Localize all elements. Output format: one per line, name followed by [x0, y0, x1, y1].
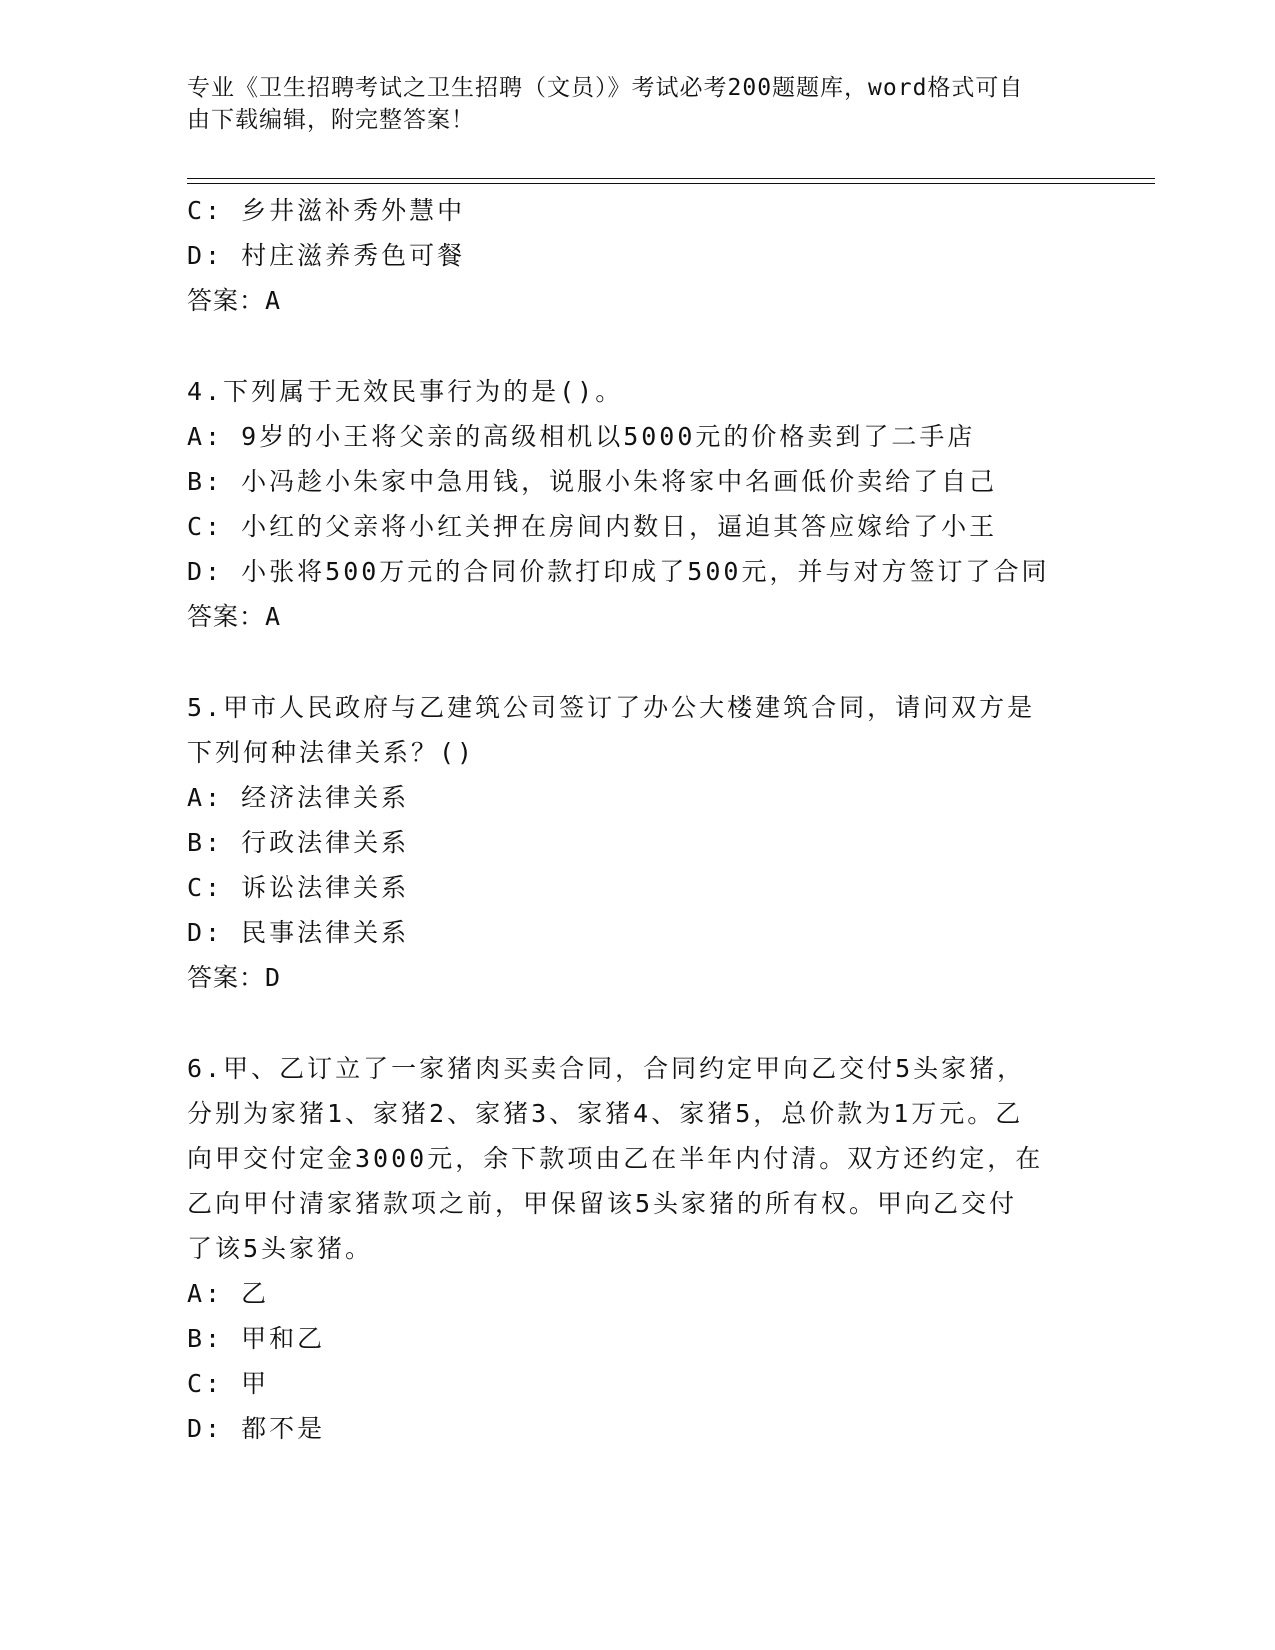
- q5-answer: 答案：D: [187, 963, 282, 992]
- q5-option-d: D: 民事法律关系: [187, 918, 410, 947]
- header-divider-top: [187, 178, 1155, 179]
- q6-stem-line-1: 6.甲、乙订立了一家猪肉买卖合同，合同约定甲向乙交付5头家猪，: [187, 1054, 1026, 1083]
- q6-option-c: C: 甲: [187, 1369, 270, 1398]
- document-header: [187, 72, 1067, 136]
- q6-stem-line-3: 向甲交付定金3000元，余下款项由乙在半年内付清。双方还约定，在: [187, 1144, 1044, 1173]
- q6-option-b: B: 甲和乙: [187, 1324, 326, 1353]
- q4-option-b: B: 小冯趁小朱家中急用钱，说服小朱将家中名画低价卖给了自己: [187, 467, 998, 496]
- q6-option-a: A: 乙: [187, 1279, 270, 1308]
- q5-option-a: A: 经济法律关系: [187, 783, 410, 812]
- q5-stem-line-1: 5.甲市人民政府与乙建筑公司签订了办公大楼建筑合同，请问双方是: [187, 693, 1036, 722]
- q4-option-a: A: 9岁的小王将父亲的高级相机以5000元的价格卖到了二手店: [187, 422, 976, 451]
- q3-option-d: D: 村庄滋养秀色可餐: [187, 241, 466, 270]
- q4-option-c: C: 小红的父亲将小红关押在房间内数日，逼迫其答应嫁给了小王: [187, 512, 998, 541]
- q4-stem: 4.下列属于无效民事行为的是()。: [187, 377, 624, 406]
- q6-option-d: D: 都不是: [187, 1414, 326, 1443]
- header-title-line-1: 专业《卫生招聘考试之卫生招聘（文员）》考试必考200题题库，word格式可自: [187, 75, 1024, 101]
- q5-option-b: B: 行政法律关系: [187, 828, 410, 857]
- q6-stem-line-4: 乙向甲付清家猪款项之前，甲保留该5头家猪的所有权。甲向乙交付: [187, 1189, 1018, 1218]
- q5-stem-line-2: 下列何种法律关系？(): [187, 738, 476, 767]
- q3-option-c: C: 乡井滋补秀外慧中: [187, 196, 466, 225]
- header-title-line-2: 由下载编辑，附完整答案！: [187, 107, 475, 133]
- q5-option-c: C: 诉讼法律关系: [187, 873, 410, 902]
- q6-stem-line-2: 分别为家猪1、家猪2、家猪3、家猪4、家猪5，总价款为1万元。乙: [187, 1099, 1024, 1128]
- q4-answer: 答案：A: [187, 602, 282, 631]
- q3-answer: 答案：A: [187, 286, 282, 315]
- q4-option-d: D: 小张将500万元的合同价款打印成了500元，并与对方签订了合同: [187, 557, 1050, 586]
- header-divider-bottom: [187, 183, 1155, 184]
- q6-stem-line-5: 了该5头家猪。: [187, 1234, 374, 1263]
